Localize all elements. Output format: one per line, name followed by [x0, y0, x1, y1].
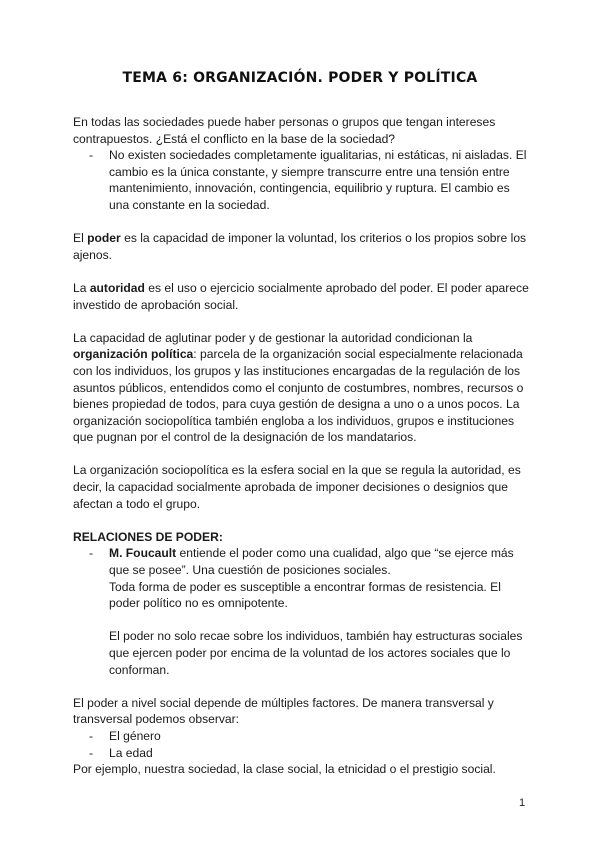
factores-paragraph: El poder a nivel social depende de múltiples factores. De manera transversal y transversal podemos observar:: [73, 695, 494, 727]
bullet-dash: -: [89, 745, 94, 760]
page-number: 1: [519, 797, 526, 809]
intro-paragraph: En todas las sociedades puede haber personas o grupos que tengan intereses contrapuestos. ¿Está el conflicto en la base de la sociedad?: [73, 115, 496, 146]
foucault-name: M. Foucault: [109, 546, 177, 561]
poder-paragraph: [73, 230, 533, 263]
poder-pre: El: [73, 231, 88, 246]
foucault-line1: [109, 545, 533, 578]
ejemplo-paragraph: Por ejemplo, nuestra sociedad, la clase social, la etnicidad o el prestigio social.: [73, 762, 496, 777]
poder-term: poder: [87, 231, 121, 246]
organizacion-paragraph: [73, 330, 533, 446]
foucault-item: [109, 545, 533, 678]
sociopolitica-paragraph: La organización sociopolítica es la esfera social en la que se regula la autoridad, es decir, la capacidad socialmente aprobada de imponer decisiones o designios que afectan a todo el grupo.: [73, 463, 521, 511]
list-item-text: No existen sociedades completamente igualitarias, ni estáticas, ni aisladas. El cambio es la única constante, y siempre transcurre entre una tensión entre mantenimiento, innovación, contingencia, equilibrio y ruptura. El cambio es una constante en la sociedad.: [109, 148, 527, 212]
organizacion-definition: : parcela de la organización social especialmente relacionada con los individuos, los grupos y las instituciones encargadas de la regulación de los asuntos públicos, entendidos como el conjunto de costumbres, nombres, recursos o bienes propiedad de todos, para cuya gestión de designa a uno o a unos pocos. La organización sociopolítica también engloba a los individuos, grupos e instituciones que pugnan por el control de la designación de los mandatarios.: [73, 347, 524, 445]
list-item: [73, 545, 533, 678]
organizacion-term: organización política: [73, 347, 194, 362]
list-item: [73, 745, 533, 762]
foucault-text: entiende el poder como una cualidad, algo que “se ejerce más que se posee”. Una cuestión de posiciones sociales.: [109, 546, 514, 578]
foucault-line2: Toda forma de poder es susceptible a encontrar formas de resistencia. El poder político no es omnipotente.: [109, 579, 501, 611]
foucault-line3: El poder no solo recae sobre los individuos, también hay estructuras sociales que ejercen poder por encima de la voluntad de los actores sociales que lo conforman.: [109, 629, 523, 677]
document-body: [73, 114, 533, 778]
document-title: TEMA 6: ORGANIZACIÓN. PODER Y POLÍTICA: [122, 70, 478, 86]
poder-definition: es la capacidad de imponer la voluntad, los criterios o los propios sobre los ajenos.: [73, 231, 527, 262]
relaciones-heading: RELACIONES DE PODER:: [73, 529, 223, 544]
bullet-dash: -: [89, 546, 94, 561]
autoridad-pre: La: [73, 280, 90, 295]
list-item: [73, 147, 533, 213]
intro-list: [73, 147, 533, 213]
factores-list: [73, 728, 533, 761]
autoridad-term: autoridad: [89, 280, 145, 295]
autoridad-paragraph: [73, 280, 533, 313]
list-item: [73, 728, 533, 745]
list-item-text: El género: [109, 728, 161, 743]
foucault-list: [73, 545, 533, 678]
list-item-text: La edad: [109, 745, 153, 760]
autoridad-definition: es el uso o ejercicio socialmente aprobado del poder. El poder aparece investido de aprobación social.: [73, 280, 529, 312]
organizacion-pre: La capacidad de aglutinar poder y de gestionar la autoridad condicionan la: [73, 330, 473, 345]
bullet-dash: -: [89, 728, 94, 743]
bullet-dash: -: [89, 148, 94, 163]
